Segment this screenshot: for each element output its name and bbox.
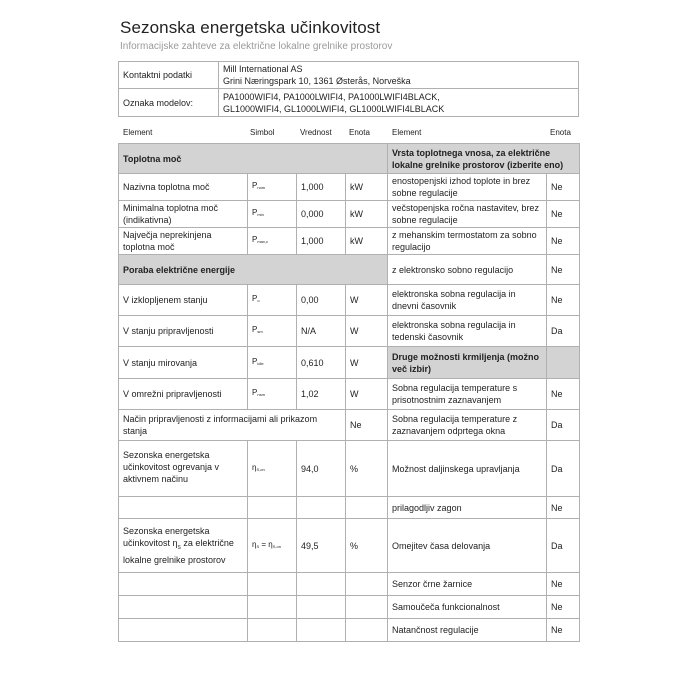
- row-symbol: $P_{nsm}$: [248, 379, 297, 410]
- empty-cell: [297, 619, 346, 642]
- row-value: 0,000: [297, 201, 346, 228]
- model-label: Oznaka modelov:: [119, 89, 219, 117]
- row-value: 49,5: [297, 519, 346, 573]
- row-label: V stanju pripravljenosti: [119, 316, 248, 347]
- right-row-value: Ne: [547, 573, 580, 596]
- row-label: Največja neprekinjena toplotna moč: [119, 228, 248, 255]
- row-label: V stanju mirovanja: [119, 347, 248, 379]
- col-header-symbol: Simbol: [250, 128, 275, 137]
- right-row-label: Senzor črne žarnice: [388, 573, 547, 596]
- row-unit: kW: [346, 228, 388, 255]
- page-subtitle: Informacijske zahteve za električne lokalne grelnike prostorov: [120, 41, 393, 52]
- right-row-label: z elektronsko sobno regulacijo: [388, 255, 547, 285]
- right-row-value: Ne: [547, 497, 580, 519]
- row-label: Način pripravljenosti z informacijami ali prikazom stanja: [119, 410, 346, 441]
- right-row-label: z mehanskim termostatom za sobno regulacijo: [388, 228, 547, 255]
- empty-cell: [297, 596, 346, 619]
- row-unit: %: [346, 519, 388, 573]
- row-value: N/A: [297, 316, 346, 347]
- row-unit: W: [346, 285, 388, 316]
- row-symbol: $P_{max,c}$: [248, 228, 297, 255]
- row-value: 1,000: [297, 228, 346, 255]
- row-label: Sezonska energetska učinkovitost $\eta_S$ za električne lokalne grelnike prostorov: [119, 519, 248, 573]
- row-label: V izklopljenem stanju: [119, 285, 248, 316]
- right-row-label: elektronska sobna regulacija in tedenski časovnik: [388, 316, 547, 347]
- empty-cell: [119, 497, 248, 519]
- right-row-value: Ne: [547, 619, 580, 642]
- right-row-label: Sobna regulacija temperature z zaznavanjem odprtega okna: [388, 410, 547, 441]
- empty-cell: [297, 497, 346, 519]
- right-row-label: enostopenjski izhod toplote in brez sobne regulacije: [388, 174, 547, 201]
- row-label: V omrežni pripravljenosti: [119, 379, 248, 410]
- col-header-unit: Enota: [349, 128, 370, 137]
- section-power-consumption: Poraba električne energije: [119, 255, 388, 285]
- empty-cell: [297, 573, 346, 596]
- right-row-value: Da: [547, 410, 580, 441]
- right-row-value: Ne: [547, 201, 580, 228]
- model-value: [219, 89, 579, 117]
- empty-cell: [346, 573, 388, 596]
- row-unit: kW: [346, 201, 388, 228]
- right-row-value: Da: [547, 316, 580, 347]
- row-label: Minimalna toplotna moč (indikativna): [119, 201, 248, 228]
- right-row-label: elektronska sobna regulacija in dnevni časovnik: [388, 285, 547, 316]
- section-heat-input-type: Vrsta toplotnega vnosa, za električne lokalne grelnike prostorov (izberite eno): [388, 144, 580, 174]
- right-row-value: Ne: [547, 228, 580, 255]
- model-line-2: GL1000WIFI4, GL1000LWIFI4, GL1000LWIFI4LBLACK: [223, 103, 445, 114]
- right-row-value: Ne: [547, 285, 580, 316]
- row-value: 1,000: [297, 174, 346, 201]
- empty-cell: [119, 596, 248, 619]
- row-symbol: $P_{nom}$: [248, 174, 297, 201]
- row-symbol: $P_o$: [248, 285, 297, 316]
- empty-cell: [248, 619, 297, 642]
- row-unit: W: [346, 347, 388, 379]
- row-value: Ne: [346, 410, 388, 441]
- col-header-value: Vrednost: [300, 128, 332, 137]
- empty-cell: [248, 497, 297, 519]
- right-row-value: Da: [547, 519, 580, 573]
- row-symbol: $P_{sm}$: [248, 316, 297, 347]
- row-unit: kW: [346, 174, 388, 201]
- model-line-1: PA1000WIFI4, PA1000LWIFI4, PA1000LWIFI4BLACK,: [223, 91, 440, 102]
- info-table: [118, 61, 579, 117]
- right-row-value: Ne: [547, 379, 580, 410]
- row-symbol: $P_{min}$: [248, 201, 297, 228]
- empty-cell: [346, 619, 388, 642]
- right-row-label: Natančnost regulacije: [388, 619, 547, 642]
- row-label: Nazivna toplotna moč: [119, 174, 248, 201]
- row-symbol: $P_{idle}$: [248, 347, 297, 379]
- section-heat-output: Toplotna moč: [119, 144, 388, 174]
- empty-cell: [119, 573, 248, 596]
- right-row-label: Možnost daljinskega upravljanja: [388, 441, 547, 497]
- row-unit: W: [346, 316, 388, 347]
- right-row-value: Da: [547, 441, 580, 497]
- row-unit: %: [346, 441, 388, 497]
- right-row-label: Samoučeča funkcionalnost: [388, 596, 547, 619]
- col-header-unit-2: Enota: [550, 128, 571, 137]
- right-row-value: Ne: [547, 596, 580, 619]
- right-row-label: Sobna regulacija temperature s prisotnostnim zaznavanjem: [388, 379, 547, 410]
- row-unit: W: [346, 379, 388, 410]
- row-symbol: $\eta_S = \eta_{S,on}$: [248, 519, 297, 573]
- section-other-control-unit: [547, 347, 580, 379]
- col-header-element: Element: [123, 128, 153, 137]
- right-row-label: Omejitev časa delovanja: [388, 519, 547, 573]
- section-other-control: Druge možnosti krmiljenja (možno več izbir): [388, 347, 547, 379]
- contact-line-2: Grini Næringspark 10, 1361 Østerås, Norveška: [223, 76, 411, 86]
- empty-cell: [346, 497, 388, 519]
- empty-cell: [119, 619, 248, 642]
- right-row-label: večstopenjska ročna nastavitev, brez sobne regulacije: [388, 201, 547, 228]
- row-value: 0,610: [297, 347, 346, 379]
- right-row-value: Ne: [547, 255, 580, 285]
- page-title: Sezonska energetska učinkovitost: [120, 18, 381, 37]
- empty-cell: [248, 573, 297, 596]
- row-label: Sezonska energetska učinkovitost ogrevanja v aktivnem načinu: [119, 441, 248, 497]
- col-header-element-2: Element: [392, 128, 422, 137]
- empty-cell: [248, 596, 297, 619]
- row-value: 94,0: [297, 441, 346, 497]
- contact-label: Kontaktni podatki: [119, 62, 219, 89]
- right-row-label: prilagodljiv zagon: [388, 497, 547, 519]
- right-row-value: Ne: [547, 174, 580, 201]
- row-symbol: $\eta_{S,on}$: [248, 441, 297, 497]
- row-value: 0,00: [297, 285, 346, 316]
- contact-value: [219, 62, 579, 89]
- contact-line-1: Mill International AS: [223, 64, 303, 74]
- row-value: 1,02: [297, 379, 346, 410]
- spec-table: [118, 143, 580, 642]
- empty-cell: [346, 596, 388, 619]
